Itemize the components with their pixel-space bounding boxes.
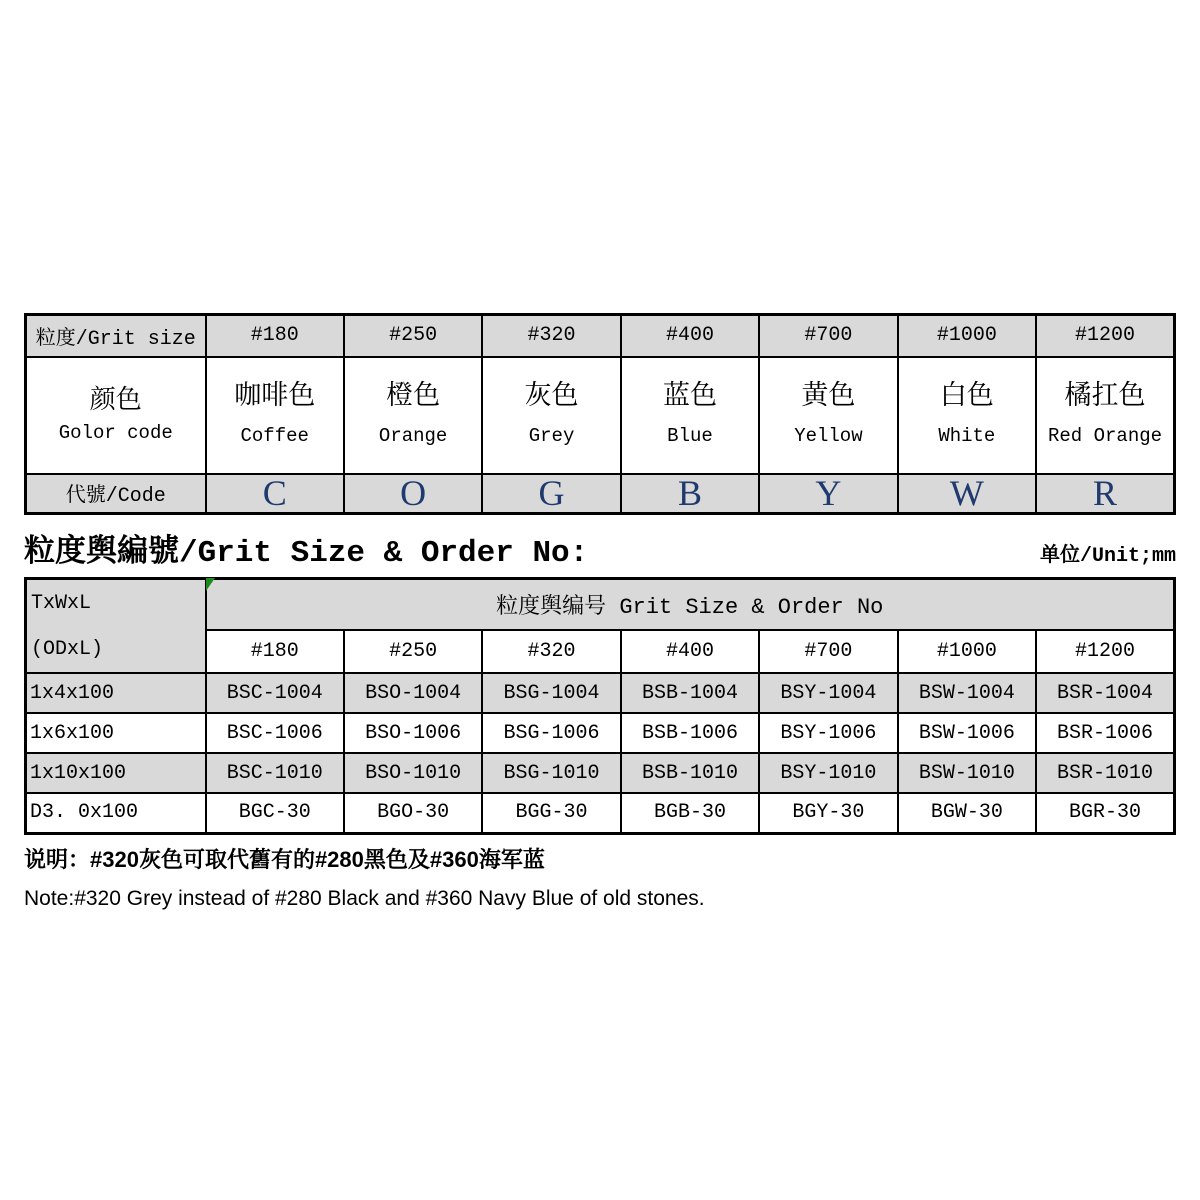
order-no-cell: BSY-1006 [759,713,897,753]
order-no-cell: BSW-1010 [898,753,1036,793]
color-name-cell [482,357,620,474]
code-letter-cell [898,474,1036,514]
color-name-en: Coffee [240,424,309,447]
grit-size-header-row [26,315,1175,357]
color-name-row [26,357,1175,474]
order-no-cell: BSR-1004 [1036,673,1174,713]
code-letter: C [262,473,287,513]
grit-header-cell: #320 [482,630,620,673]
color-row-label [26,357,206,474]
section-title: 粒度舆編號/Grit Size & Order No: [24,535,589,571]
color-name-cn: 橙色 [386,382,441,413]
size-header-line2: (ODxL) [31,637,104,661]
order-row [26,793,1175,833]
order-no-cell: BGR-30 [1036,793,1174,833]
order-no-cell: BSR-1006 [1036,713,1174,753]
code-letter: Y [815,473,842,513]
order-no-cell: BSW-1006 [898,713,1036,753]
order-no-cell: BGG-30 [482,793,620,833]
grit-header-cell: #400 [621,315,759,357]
order-table-header-row [26,579,1175,630]
unit-label: 单位/Unit;mm [1039,545,1176,568]
code-letter-cell [482,474,620,514]
order-no-cell: BGO-30 [344,793,482,833]
code-letter-cell [206,474,344,514]
code-letter-cell [759,474,897,514]
color-name-cell [759,357,897,474]
order-no-cell: BSC-1006 [206,713,344,753]
size-label-cell: D3. 0x100 [26,793,206,833]
order-no-cell: BSB-1006 [621,713,759,753]
color-name-cn: 黄色 [801,382,856,413]
grit-header-cell: #250 [344,630,482,673]
order-no-cell: BSY-1004 [759,673,897,713]
color-name-cn: 蓝色 [662,382,717,413]
order-no-cell: BSB-1004 [621,673,759,713]
color-name-cell [344,357,482,474]
note-english: Note:#320 Grey instead of #280 Black and #360 Navy Blue of old stones. [24,886,705,910]
code-letter: G [538,473,565,513]
color-row-label-en: Golor code [58,421,173,444]
grit-header-cell: #180 [206,315,344,357]
order-no-cell: BSB-1010 [621,753,759,793]
code-letter: W [949,473,984,513]
color-name-cell [206,357,344,474]
code-letter-cell [621,474,759,514]
color-name-cn: 白色 [939,382,994,413]
grit-header-cell: #1200 [1036,630,1174,673]
grit-header-cell: #1000 [898,630,1036,673]
grit-header-cell: #320 [482,315,620,357]
order-number-table [24,577,1176,835]
color-row-label-cn: 颜色 [89,385,142,416]
color-name-cn: 灰色 [524,382,579,413]
order-no-cell: BGB-30 [621,793,759,833]
grit-header-cell: #1000 [898,315,1036,357]
code-row [26,474,1175,514]
code-letter-cell [344,474,482,514]
order-no-cell: BSG-1010 [482,753,620,793]
order-no-cell: BSR-1010 [1036,753,1174,793]
grit-header-cell: #700 [759,630,897,673]
grit-size-row-label: 粒度/Grit size [26,315,206,357]
color-name-cell [898,357,1036,474]
grit-header-cell: #250 [344,315,482,357]
order-row [26,753,1175,793]
order-no-cell: BSW-1004 [898,673,1036,713]
order-no-cell: BGW-30 [898,793,1036,833]
order-no-cell: BSG-1006 [482,713,620,753]
order-no-cell: BGC-30 [206,793,344,833]
order-table-wrap [24,577,1176,835]
note-chinese: 说明：#320灰色可取代舊有的#280黑色及#360海军蓝 [24,846,545,872]
section-heading [24,522,1176,571]
color-name-en: White [938,424,996,447]
size-label-cell: 1x10x100 [26,753,206,793]
color-name-cell [1036,357,1174,474]
spec-content [24,313,1176,911]
order-row [26,673,1175,713]
size-label-cell: 1x4x100 [26,673,206,713]
order-no-cell: BGY-30 [759,793,897,833]
color-name-en: Yellow [794,424,863,447]
order-no-cell: BSO-1006 [344,713,482,753]
color-name-en: Grey [528,424,575,447]
color-name-en: Red Orange [1048,424,1163,447]
color-name-en: Blue [667,424,713,447]
color-name-en: Orange [378,424,448,447]
order-no-cell: BSY-1010 [759,753,897,793]
grit-header-cell: #700 [759,315,897,357]
order-no-cell: BSC-1010 [206,753,344,793]
order-no-cell: BSC-1004 [206,673,344,713]
order-no-cell: BSO-1010 [344,753,482,793]
order-no-cell: BSO-1004 [344,673,482,713]
size-header-cell [26,579,206,674]
grit-header-cell: #400 [621,630,759,673]
size-label-cell: 1x6x100 [26,713,206,753]
size-header-line1: TxWxL [31,591,92,615]
code-row-label: 代號/Code [26,474,206,514]
color-name-cn: 橘扛色 [1064,382,1146,413]
grit-header-cell: #1200 [1036,315,1174,357]
code-letter: O [400,473,427,513]
grit-header-cell: #180 [206,630,344,673]
merged-grit-header: 粒度舆编号 Grit Size & Order No [206,579,1175,630]
code-letter: R [1093,473,1118,513]
order-row [26,713,1175,753]
order-no-cell: BSG-1004 [482,673,620,713]
green-corner-marker-icon [206,578,215,591]
color-code-table [24,313,1176,515]
color-name-cell [621,357,759,474]
color-name-cn: 咖啡色 [234,382,316,413]
code-letter: B [677,473,702,513]
code-letter-cell [1036,474,1174,514]
